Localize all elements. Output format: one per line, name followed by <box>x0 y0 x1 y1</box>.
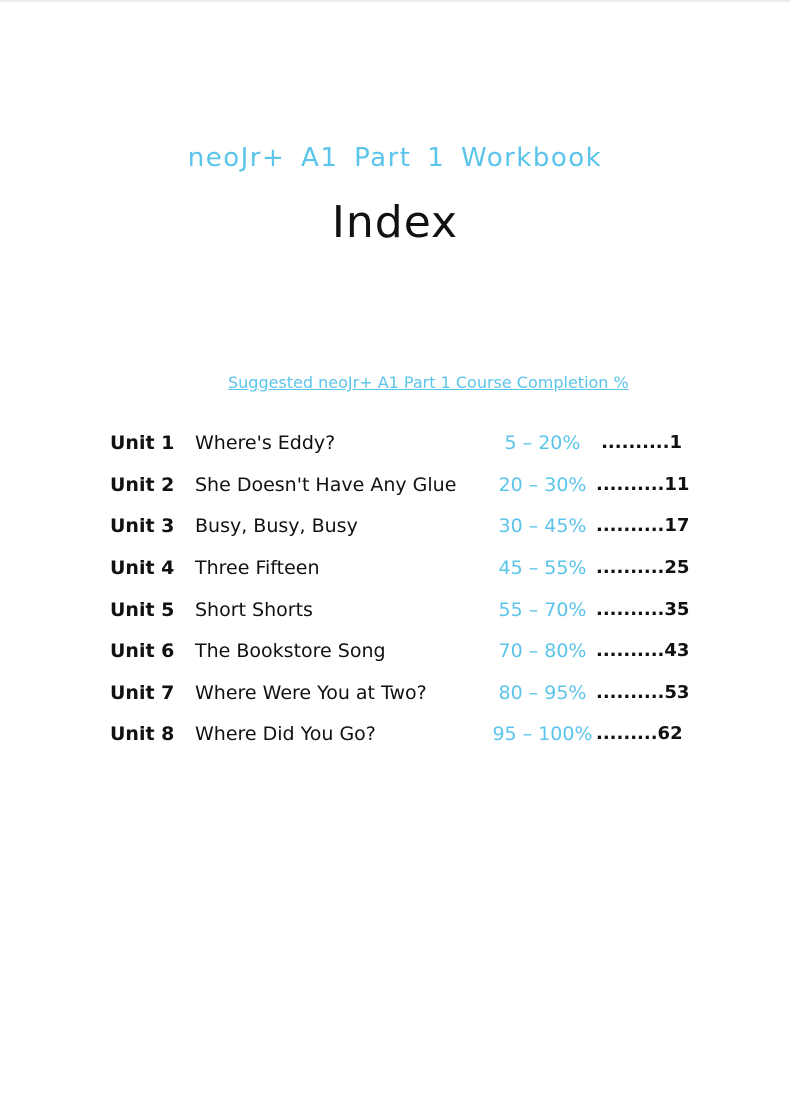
unit-number: Unit 5 <box>110 599 175 621</box>
unit-row[interactable] <box>0 557 790 587</box>
page-number: ..........43 <box>596 640 690 661</box>
workbook-subtitle: neoJr+ A1 Part 1 Workbook <box>187 143 603 173</box>
completion-range: 80 – 95% <box>498 682 587 704</box>
page-number: ..........35 <box>596 599 690 620</box>
completion-range: 45 – 55% <box>498 557 587 579</box>
unit-row[interactable] <box>0 682 790 712</box>
unit-row[interactable] <box>0 474 790 504</box>
unit-number: Unit 1 <box>110 432 175 454</box>
page-number: .........62 <box>596 723 683 744</box>
unit-number: Unit 3 <box>110 515 175 537</box>
unit-title: She Doesn't Have Any Glue <box>195 474 457 496</box>
unit-row[interactable] <box>0 432 790 462</box>
unit-row[interactable] <box>0 599 790 629</box>
completion-range: 5 – 20% <box>504 432 581 454</box>
page-number: ..........53 <box>596 682 690 703</box>
completion-range: 20 – 30% <box>498 474 587 496</box>
completion-range: 70 – 80% <box>498 640 587 662</box>
page-title: Index <box>331 197 459 248</box>
unit-row[interactable] <box>0 723 790 753</box>
page-number: ..........1 <box>601 432 682 453</box>
page-number: ..........11 <box>596 474 690 495</box>
unit-number: Unit 6 <box>110 640 175 662</box>
unit-number: Unit 8 <box>110 723 175 745</box>
unit-row[interactable] <box>0 640 790 670</box>
unit-row[interactable] <box>0 515 790 545</box>
unit-title: Where Were You at Two? <box>195 682 427 704</box>
unit-title: Short Shorts <box>195 599 313 621</box>
unit-title: Three Fifteen <box>195 557 320 579</box>
unit-title: Where's Eddy? <box>195 432 336 454</box>
course-completion-link[interactable]: Suggested neoJr+ A1 Part 1 Course Completion % <box>228 373 629 392</box>
completion-range: 55 – 70% <box>498 599 587 621</box>
page-number: ..........25 <box>596 557 690 578</box>
unit-title: The Bookstore Song <box>195 640 386 662</box>
completion-range: 30 – 45% <box>498 515 587 537</box>
page-top-rule <box>0 0 790 2</box>
completion-range: 95 – 100% <box>492 723 593 745</box>
unit-number: Unit 2 <box>110 474 175 496</box>
unit-title: Busy, Busy, Busy <box>195 515 358 537</box>
unit-number: Unit 4 <box>110 557 175 579</box>
page-number: ..........17 <box>596 515 690 536</box>
unit-title: Where Did You Go? <box>195 723 376 745</box>
unit-number: Unit 7 <box>110 682 175 704</box>
